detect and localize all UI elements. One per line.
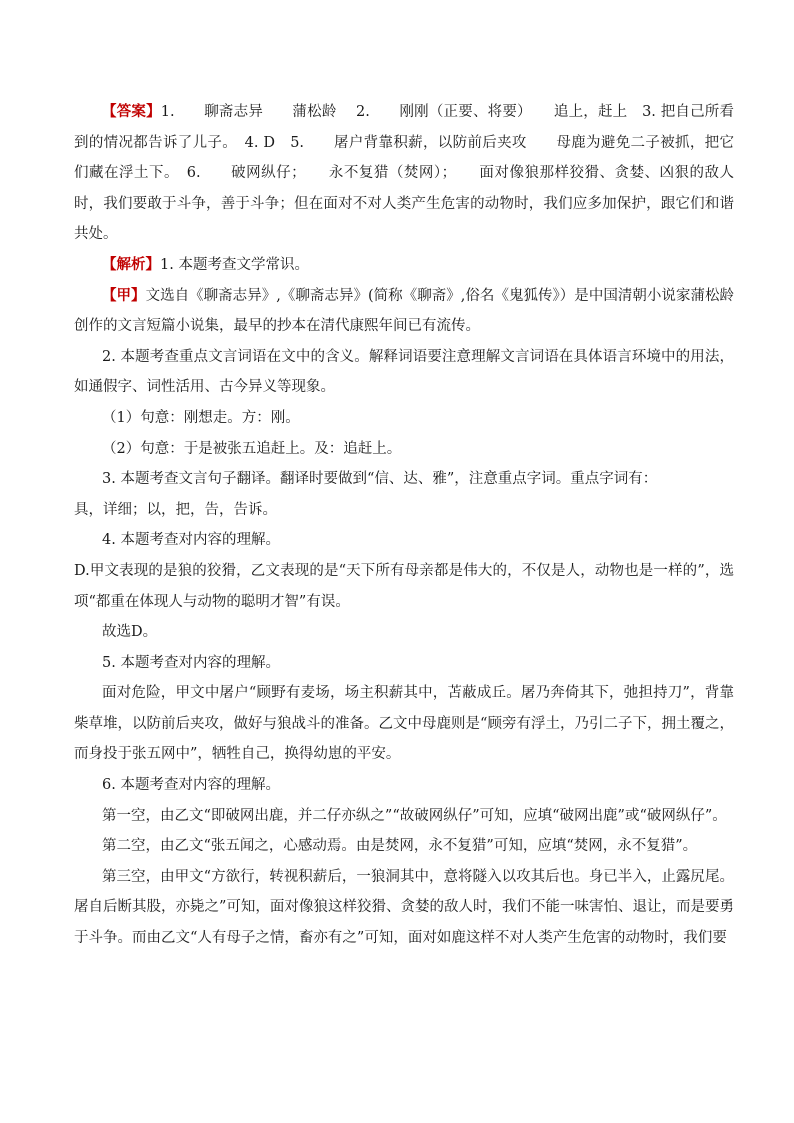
analysis-paragraph	[74, 250, 734, 281]
document-body	[74, 97, 734, 954]
paragraph: 3. 本题考查文言句子翻译。翻译时要做到“信、达、雅”，注意重点字词。重点字词有：	[102, 471, 658, 488]
paragraph: 5. 本题考查对内容的理解。	[102, 654, 280, 671]
paragraph: 第一空，由乙文“即破网出鹿，并二仔亦纵之”“故破网纵仔”可知，应填“破网出鹿”或“破网纵仔”。	[102, 807, 727, 824]
answer-tag: 【答案】	[102, 103, 161, 120]
answer-paragraph	[74, 97, 734, 250]
paragraph: 2. 本题考查重点文言词语在文中的含义。解释词语要注意理解文言词语在具体语言环境中的用法，如通假字、词性活用、古今异义等现象。	[74, 348, 734, 396]
jia-tag: 【甲】	[102, 286, 146, 304]
analysis-tag: 【解析】	[102, 255, 160, 273]
paragraph: D.甲文表现的是狼的狡猾，乙文表现的是“天下所有母亲都是伟大的，不仅是人，动物也是一样的”，选项“都重在体现人与动物的聪明才智”有误。	[74, 562, 734, 610]
paragraph: 具，详细；以，把，告，告诉。	[74, 501, 277, 518]
paragraph: （1）句意：刚想走。方：刚。	[102, 409, 300, 426]
answer-text: 1. 聊斋志异 蒲松龄 2. 刚刚（正要、将要） 追上，赶上 3. 把自己所看到的情况都告诉了儿子。 4. D 5. 屠户背靠积薪，以防前后夹攻 母鹿为避免二子被抓，把它们藏在浮土下。 6. 破网纵仔； 永不复猎（焚网）； 面对像狼那样狡猾、贪婪、凶狠的敌人时，我们要敢于斗争，善于斗争；但在面对不对人类产生危害的动物时，我们应多加保护，跟它们和谐共处。	[74, 104, 735, 243]
paragraph: 6. 本题考查对内容的理解。	[102, 777, 280, 794]
paragraph: 第三空，由甲文“方欲行，转视积薪后，一狼洞其中，意将隧入以攻其后也。身已半入，止露尻尾。屠自后断其股，亦毙之”可知，面对像狼这样狡猾、贪婪的敌人时，我们不能一味害怕、退让，而是要勇于斗争。而由乙文“人有母子之情，畜亦有之”可知，面对如鹿这样不对人类产生危害的动物时，我们要	[74, 868, 734, 947]
paragraph: 面对危险，甲文中屠户“顾野有麦场，场主积薪其中，苫蔽成丘。屠乃奔倚其下，弛担持刀”，背靠柴草堆，以防前后夹攻，做好与狼战斗的准备。乙文中母鹿则是“顾旁有浮土，乃引二子下，拥土覆之，而身投于张五网中”，牺牲自己，换得幼崽的平安。	[74, 685, 734, 763]
jia-text: 文选自《聊斋志异》,《聊斋志异》(简称《聊斋》,俗名《鬼狐传》）是中国清朝小说家蒲松龄创作的文言短篇小说集，最早的抄本在清代康熙年间已有流传。	[74, 287, 735, 335]
paragraph: （2）句意：于是被张五追赶上。及：追赶上。	[102, 440, 402, 457]
paragraph: 第二空，由乙文“张五闻之，心感动焉。由是焚网，永不复猎”可知，应填“焚网，永不复猎”。	[102, 838, 698, 855]
jia-paragraph	[74, 281, 734, 342]
paragraph: 4. 本题考查对内容的理解。	[102, 532, 280, 549]
paragraph: 故选D。	[102, 624, 158, 641]
analysis-intro: 1. 本题考查文学常识。	[160, 256, 309, 273]
